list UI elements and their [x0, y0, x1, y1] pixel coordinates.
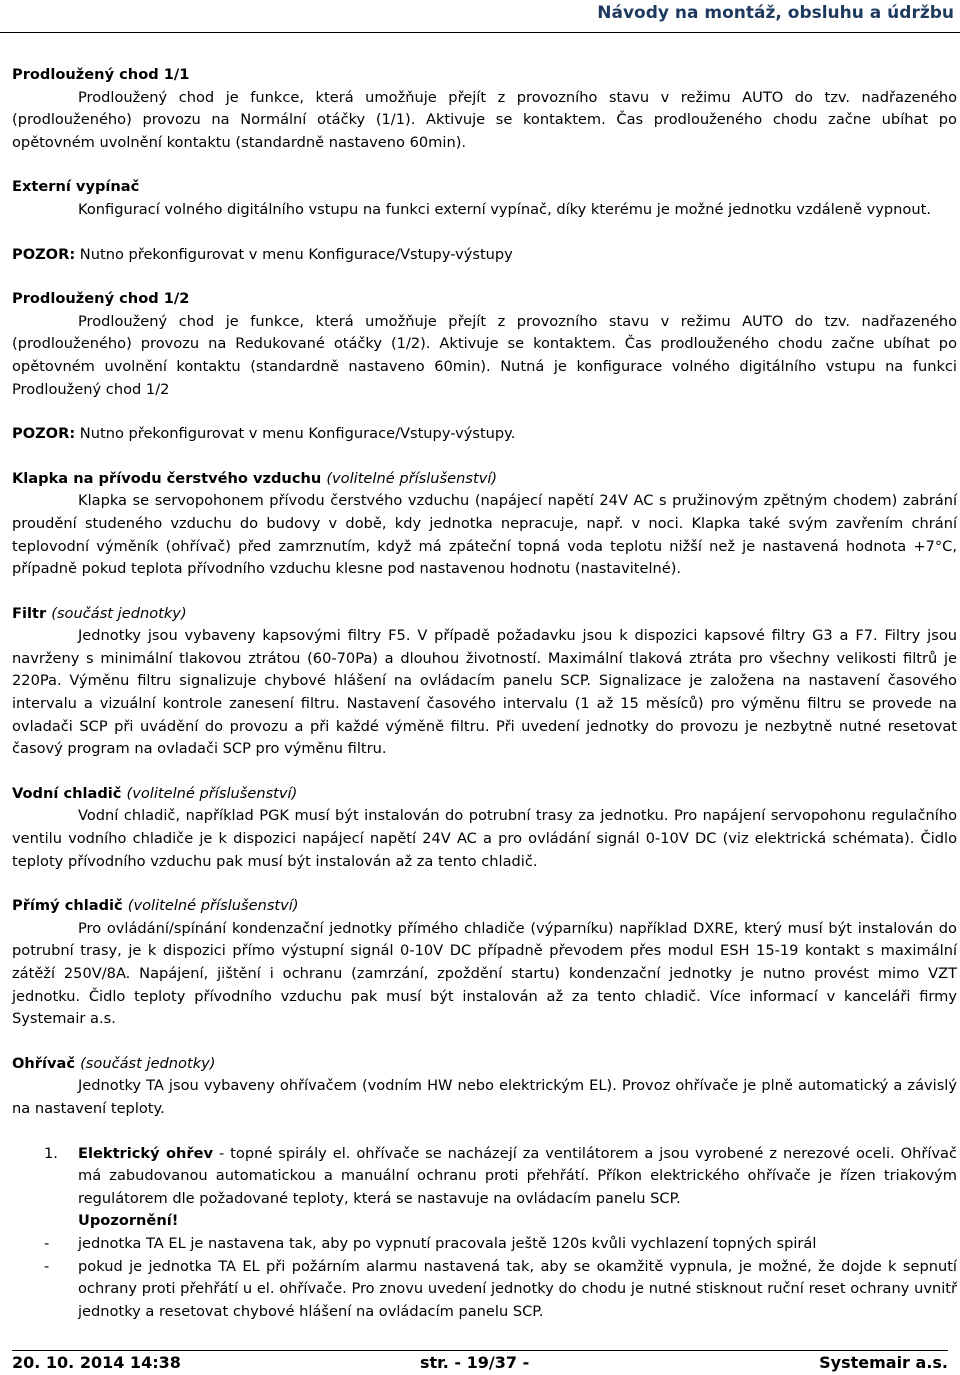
heading-vodni-chladic — [12, 783, 957, 806]
dash-marker: - — [44, 1234, 50, 1252]
dash-item-text: pokud je jednotka TA EL při požárním alarmu nastavená tak, aby se okamžitě vypnula, je možné, že dojde k sepnutí ochrany proti přehřátí u el. ohřívače. Pro znovu uvedení jednotky do chodu je nutné stisknout ruční reset ochrany uvnitř jednotky a resetovat chybové hlášení na ovládacím panelu SCP. — [78, 1257, 957, 1320]
list-item — [12, 1233, 957, 1256]
paragraph-klapka: Klapka se servopohonem přívodu čerstvého vzduchu (napájecí napětí 24V AC s pružinovým zpětným chodem) zabrání proudění studeného vzduchu do budovy v době, kdy jednotka nepracuje, např. v noci. Klapka také svým zavřením chrání teplovodní výměník (ohřívač) před zamrznutím, když má zpáteční topná voda teplotu nižší než je nastavená hodnota +7°C, případně pokud teplota přívodního vzduchu klesne pod nastavenou hodnotu (nastavitelné). — [12, 492, 957, 578]
footer-date: 20. 10. 2014 14:38 — [12, 1353, 181, 1372]
paragraph-filtr: Jednotky jsou vybaveny kapsovými filtry F5. V případě požadavku jsou k dispozici kapsové filtry G3 a F7. Filtry jsou navrženy s minimální tlakovou ztrátou (60-70Pa) a dlouhou životností. Maximální tlaková ztráta pro všechny velikosti filtrů je 220Pa. Výměnu filtru signalizuje chybové hlášení na ovládacím panelu SCP. Signalizace je založena na nastavení časového intervalu a vizuální kontrole zanesení filtru. Nastavení časového intervalu (1 až 15 měsíců) pro výměnu filtru se provede na ovladači SCP při uvádění do provozu a při každé výměně filtru. Při uvedení jednotky do provozu je nezbytně nutné resetovat časový program na ovladači SCP pro výměnu filtru. — [12, 627, 957, 758]
optional-note: (volitelné příslušenství) — [127, 897, 299, 915]
warning-text: Nutno překonfigurovat v menu Konfigurace/Vstupy-výstupy — [75, 245, 513, 263]
paragraph-prodlouzeny-chod-1-2: Prodloužený chod je funkce, která umožňuje přejít z provozního stavu v režimu AUTO do tzv. nadřazeného (prodlouženého) provozu na Redukované otáčky (1/2). Aktivuje se kontaktem. Čas prodlouženého chodu začne ubíhat po opětovném uvolnění kontaktu (standardně nastaveno 60min). Nutná je konfigurace volného digitálního vstupu na funkci Prodloužený chod 1/2 — [12, 312, 957, 398]
optional-note: (volitelné příslušenství) — [326, 469, 498, 487]
paragraph-ohrivac: Jednotky TA jsou vybaveny ohřívačem (vodním HW nebo elektrickým EL). Provoz ohřívače je plně automatický a závislý na nastavení teploty. — [12, 1077, 957, 1117]
heading-primy-chladic — [12, 895, 957, 918]
optional-note: (součást jednotky) — [51, 604, 187, 622]
heading-ohrivac-title: Ohřívač — [12, 1054, 76, 1072]
heading-klapka-title: Klapka na přívodu čerstvého vzduchu — [12, 469, 322, 487]
heading-prodlouzeny-chod-1-2: Prodloužený chod 1/2 — [12, 290, 190, 308]
warning-note-2 — [12, 423, 957, 446]
heading-primy-title: Přímý chladič — [12, 897, 123, 915]
heading-externi-vypinac: Externí vypínač — [12, 178, 140, 196]
optional-note: (volitelné příslušenství) — [126, 784, 298, 802]
list-item — [12, 1256, 957, 1324]
numbered-list — [12, 1143, 957, 1233]
heading-prodlouzeny-chod-1-1: Prodloužený chod 1/1 — [12, 66, 190, 83]
paragraph-prodlouzeny-chod-1-1: Prodloužený chod je funkce, která umožňuje přejít z provozního stavu v režimu AUTO do tzv. nadřazeného (prodlouženého) provozu na Normální otáčky (1/1). Aktivuje se kontaktem. Čas prodlouženého chodu začne ubíhat po opětovném uvolnění kontaktu (standardně nastaveno 60min). — [12, 88, 957, 151]
list-item-title: Elektrický ohřev — [78, 1144, 214, 1162]
heading-filtr-title: Filtr — [12, 604, 47, 622]
dash-list — [12, 1233, 957, 1323]
paragraph-externi-vypinac: Konfigurací volného digitálního vstupu na funkci externí vypínač, díky kterému je možné jednotku vzdáleně vypnout. — [78, 200, 931, 218]
paragraph-primy-chladic: Pro ovládání/spínání kondenzační jednotky přímého chladiče (výparníku) například DXRE, který musí být instalován do potrubní trasy, je k dispozici přímo výstupní signál 0-10V DC případně převodem přes modul ESH 15-19 kontakt s maximální zátěží 250V/8A. Napájení, jištění i ochranu (zamrzání, zpoždění startu) kondenzační jednotky je nutno provést mimo VZT jednotku. Čidlo teploty přívodního vzduchu pak musí být instalován až za tento chladič. Více informací v kanceláři firmy Systemair a.s. — [12, 919, 957, 1028]
page-content — [12, 64, 957, 1323]
dash-marker: - — [44, 1257, 50, 1275]
list-number: 1. — [44, 1144, 58, 1162]
list-item-text: - topné spirály el. ohřívače se nacházejí za ventilátorem a jsou vyrobené z nerezové oceli. Ohřívač má zabudovanou automatickou a manuální ochranu proti přehřátí. Příkon elektrického ohřívače je řízen triakovým regulátorem dle požadované teploty, která se nastavuje na ovládacím panelu SCP. — [78, 1144, 957, 1207]
heading-filtr — [12, 603, 957, 626]
warning-label: POZOR: — [12, 245, 76, 263]
warning-note-1 — [12, 244, 957, 267]
heading-vodni-title: Vodní chladič — [12, 784, 122, 802]
heading-ohrivac — [12, 1053, 957, 1076]
optional-note: (součást jednotky) — [80, 1054, 216, 1072]
footer-company: Systemair a.s. — [819, 1353, 948, 1372]
list-item — [12, 1143, 957, 1233]
warning-text: Nutno překonfigurovat v menu Konfigurace/Vstupy-výstupy. — [75, 425, 516, 443]
header-title: Návody na montáž, obsluhu a údržbu — [597, 3, 954, 23]
page-header — [0, 0, 960, 33]
footer-page-number: str. - 19/37 - — [420, 1353, 530, 1372]
heading-klapka — [12, 468, 957, 491]
paragraph-vodni-chladic: Vodní chladič, například PGK musí být instalován do potrubní trasy za jednotku. Pro napájení servopohonu regulačního ventilu vodního chladiče je k dispozici napájecí napětí 24V AC a pro ovládání signál 0-10V DC (viz elektrická schémata). Čidlo teploty přívodního vzduchu pak musí být instalován až za tento chladič. — [12, 807, 957, 870]
upozorneni-label: Upozornění! — [78, 1212, 179, 1230]
dash-item-text: jednotka TA EL je nastavena tak, aby po vypnutí pracovala ještě 120s kvůli vychlazení topných spirál — [78, 1234, 817, 1252]
page-footer — [12, 1350, 948, 1375]
warning-label: POZOR: — [12, 425, 76, 443]
